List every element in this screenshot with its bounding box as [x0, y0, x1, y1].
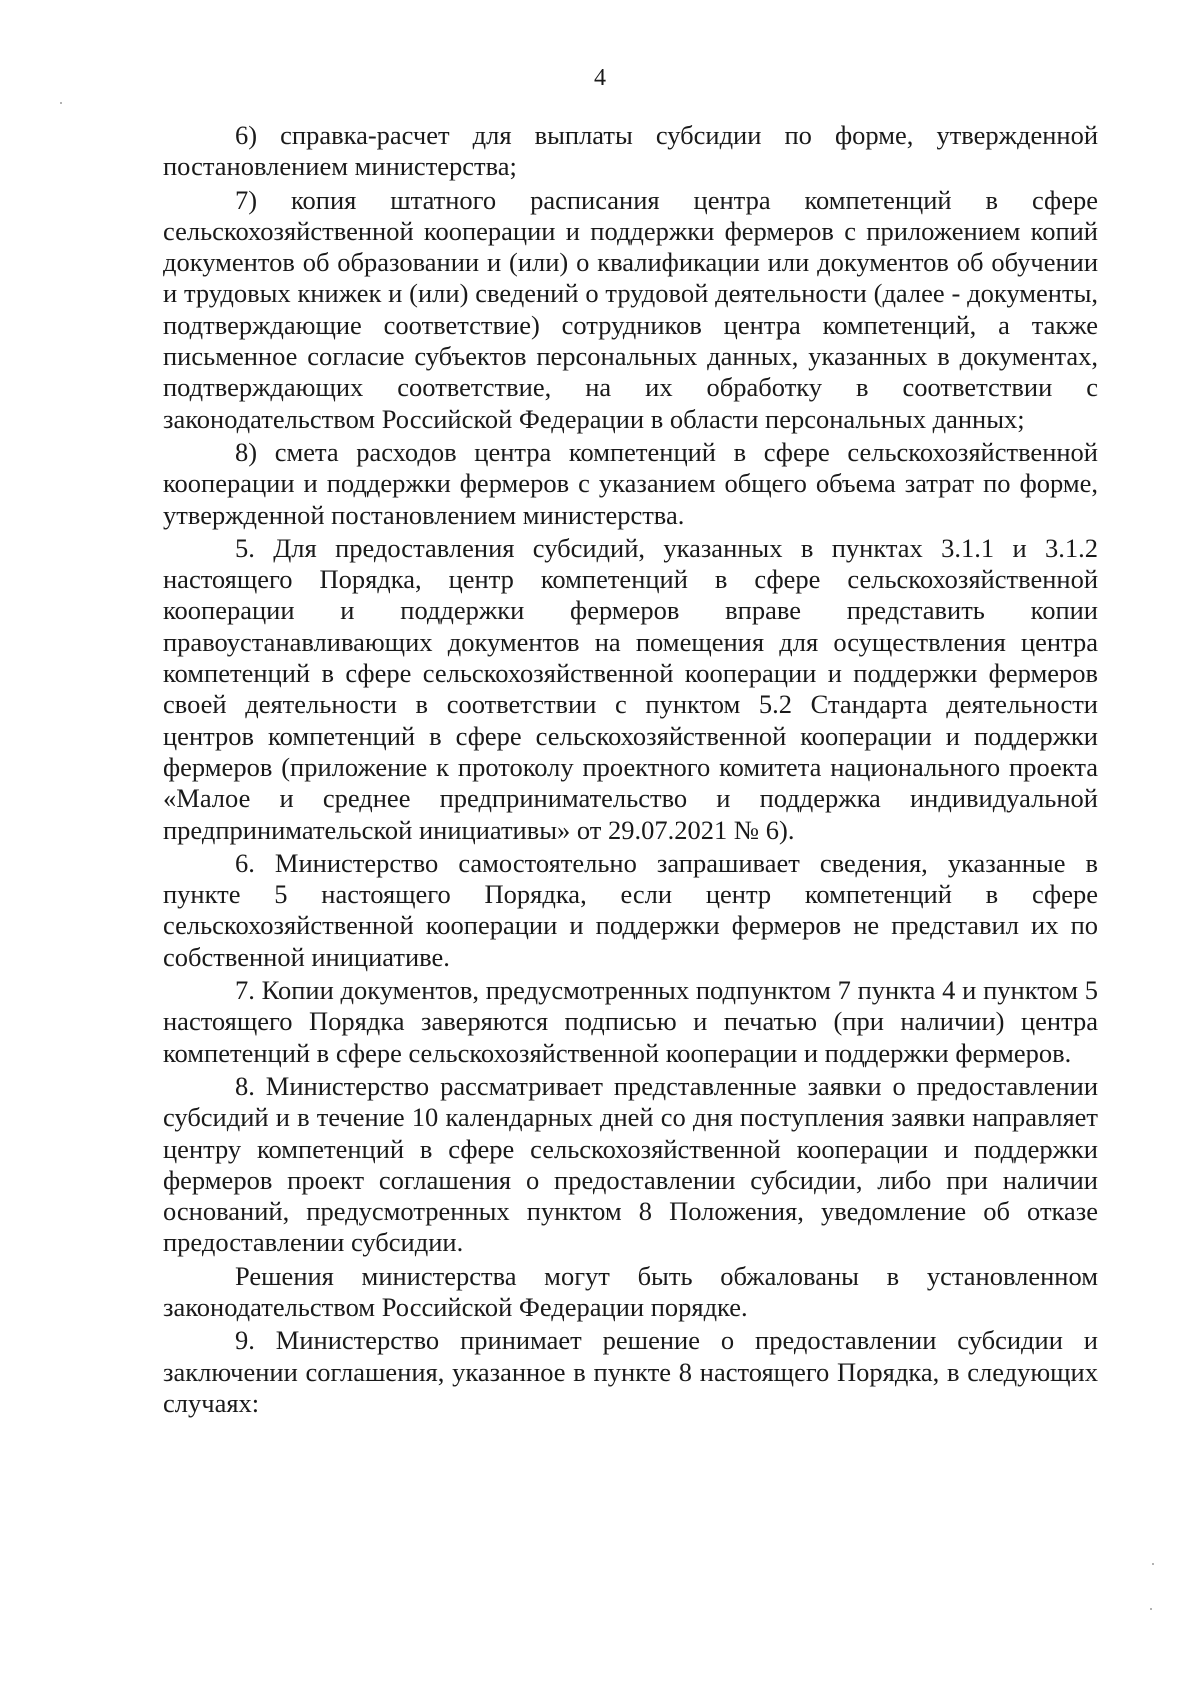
- page-number: 4: [594, 65, 606, 91]
- scan-speck: [1150, 1608, 1152, 1610]
- paragraph-appeal: Решения министерства могут быть обжалованы в установленном законодательством Российской Федерации порядке.: [163, 1260, 1098, 1322]
- scan-speck: [1152, 1563, 1154, 1565]
- paragraph-item-8: 8) смета расходов центра компетенций в сфере сельскохозяйственной кооперации и поддержки фермеров с указанием общего объема затрат по форме, утвержденной постановлением министерства.: [163, 436, 1098, 530]
- paragraph-item-6: 6) справка-расчет для выплаты субсидии по форме, утвержденной постановлением министерства;: [163, 120, 1098, 182]
- paragraph-clause-9: 9. Министерство принимает решение о предоставлении субсидии и заключении соглашения, указанное в пункте 8 настоящего Порядка, в следующих случаях:: [163, 1325, 1098, 1418]
- document-body: [163, 120, 1098, 1421]
- paragraph-clause-6: 6. Министерство самостоятельно запрашивает сведения, указанные в пункте 5 настоящего Порядка, если центр компетенций в сфере сельскохозяйственной кооперации и поддержки фермеров не представил их по собственной инициативе.: [163, 847, 1098, 972]
- paragraph-clause-7: 7. Копии документов, предусмотренных подпунктом 7 пункта 4 и пунктом 5 настоящего Порядка заверяются подписью и печатью (при наличии) центра компетенций в сфере сельскохозяйственной кооперации и поддержки фермеров.: [163, 975, 1098, 1068]
- paragraph-item-7: 7) копия штатного расписания центра компетенций в сфере сельскохозяйственной кооперации и поддержки фермеров с приложением копий документов об образовании и (или) о квалификации или документов об обучении и трудовых книжек и (или) сведений о трудовой деятельности (далее - документы, подтверждающие соответствие) сотрудников центра компетенций, а также письменное согласие субъектов персональных данных, указанных в документах, подтверждающих соответствие, на их обработку в соответствии с законодательством Российской Федерации в области персональных данных;: [163, 184, 1098, 434]
- scan-speck: [60, 102, 62, 104]
- paragraph-clause-8: 8. Министерство рассматривает представленные заявки о предоставлении субсидий и в течение 10 календарных дней со дня поступления заявки направляет центру компетенций в сфере сельскохозяйственной кооперации и поддержки фермеров проект соглашения о предоставлении субсидии, либо при наличии оснований, предусмотренных пунктом 8 Положения, уведомление об отказе предоставлении субсидии.: [163, 1070, 1098, 1258]
- paragraph-clause-5: 5. Для предоставления субсидий, указанных в пунктах 3.1.1 и 3.1.2 настоящего Порядка, центр компетенций в сфере сельскохозяйственной кооперации и поддержки фермеров вправе представить копии правоустанавливающих документов на помещения для осуществления центра компетенций в сфере сельскохозяйственной кооперации и поддержки фермеров своей деятельности в соответствии с пунктом 5.2 Стандарта деятельности центров компетенций в сфере сельскохозяйственной кооперации и поддержки фермеров (приложение к протоколу проектного комитета национального проекта «Малое и среднее предпринимательство и поддержка индивидуальной предпринимательской инициативы» от 29.07.2021 № 6).: [163, 532, 1098, 845]
